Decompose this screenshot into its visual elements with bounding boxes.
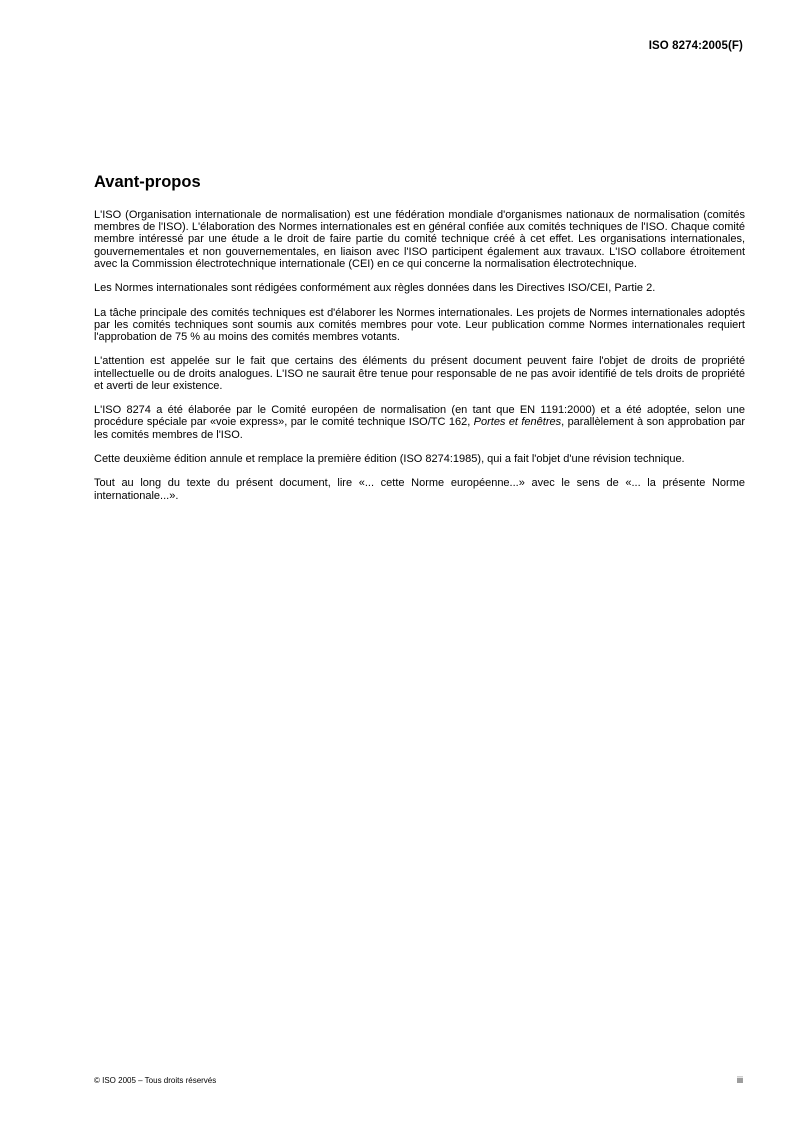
paragraph-technical-committees: La tâche principale des comités techniques est d'élaborer les Normes internationales. Les projets de Normes internationales adoptés par les comités techniques sont soumis aux comités membres pour vote. Leur publication comme Normes internationales requiert l'approbation de 75 % au moins des comités membres votants. <box>94 306 745 343</box>
paragraph-edition: Cette deuxième édition annule et remplace la première édition (ISO 8274:1985), qui a fait l'objet d'une révision technique. <box>94 452 685 465</box>
page-number: iii <box>737 1075 743 1085</box>
paragraph-preparation-text-end: , parallèlement à son approbation par les comités membres de l'ISO. <box>94 416 745 441</box>
paragraph-reading-note: Tout au long du texte du présent document, lire «... cette Norme européenne...» avec le sens de «... la présente Norme internationale...». <box>94 477 745 502</box>
document-body <box>94 172 745 514</box>
paragraph-preparation <box>94 404 745 441</box>
footer-copyright: © ISO 2005 – Tous droits réservés <box>94 1076 217 1085</box>
paragraph-directives: Les Normes internationales sont rédigées conformément aux règles données dans les Directives ISO/CEI, Partie 2. <box>94 282 656 295</box>
paragraph-iso-overview: L'ISO (Organisation internationale de normalisation) est une fédération mondiale d'organismes nationaux de normalisation (comités membres de l'ISO). L'élaboration des Normes internationales est en général confiée aux comités techniques de l'ISO. Chaque comité membre intéressé par une étude a le droit de faire partie du comité technique créé à cet effet. Les organisations internationales, gouvernementales et non gouvernementales, en liaison avec l'ISO participent également aux travaux. L'ISO collabore étroitement avec la Commission électrotechnique internationale (CEI) en ce qui concerne la normalisation électrotechnique. <box>94 209 745 270</box>
document-id: ISO 8274:2005(F) <box>648 40 743 52</box>
page-title: Avant-propos <box>94 173 201 191</box>
paragraph-patent-rights: L'attention est appelée sur le fait que certains des éléments du présent document peuvent faire l'objet de droits de propriété intellectuelle ou de droits analogues. L'ISO ne saurait être tenue pour responsable de ne pas avoir identifié de tels droits de propriété et averti de leur existence. <box>94 355 745 392</box>
paragraph-preparation-text-start: L'ISO 8274 a été élaborée par le Comité européen de normalisation (en tant que EN 1191:2000) et a été adoptée, selon une procédure spéciale par «voie express», par le comité technique ISO/TC 162, <box>94 404 745 429</box>
committee-title-italic: Portes et fenêtres <box>473 416 562 429</box>
